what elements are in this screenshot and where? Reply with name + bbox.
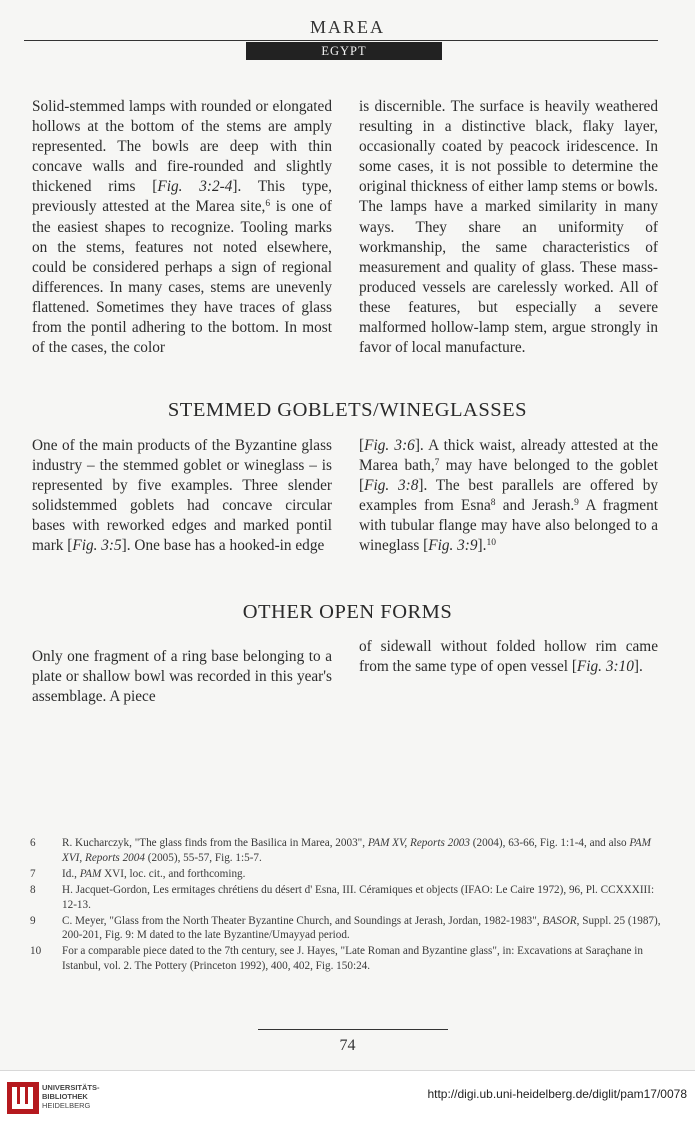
footnote: 8 H. Jacquet-Gordon, Les ermitages chrétiens du désert d' Esna, III. Céramiques et objects (IFAO: Le Caire 1972), 96, Pl. CCXXXIII: 12-13. [30,883,655,911]
footnote-number: 8 [30,883,36,896]
intro-left-paragraph: Solid-stemmed lamps with rounded or elongated hollows at the bottom of the stems are amply represented. The bowls are deep with thin concave walls and fire-rounded and slightly thickened rims [Fig. 3:2-4]. This type, previously attested at the Marea site,$^6$ is one of the easiest shapes to recognize. Tooling marks on the stems, features not noted elsewhere, could be considered perhaps a sign of regional differences. In many cases, stems are unevenly flattened. Sometimes they have traces of glass from the pontil adhering to the bottom. In most of the cases, the color [32,98,332,357]
goblets-right-paragraph: [Fig. 3:6]. A thick waist, already attested at the Marea bath,$^7$ may have belonged to the goblet [Fig. 3:8]. The best parallels are offered by examples from Esna$^8$ and Jerash.$^9$ A fragment with tubular flange may have also belonged to a wineglass [Fig. 3:9].$^{10}$ [359,437,658,555]
library-logo-icon [5,1080,41,1116]
figure-reference: Fig. 3:8 [364,477,419,495]
footnote: 7 Id., PAM XVI, loc. cit., and forthcoming. [30,867,246,880]
footnotes [30,836,662,975]
open-forms-left-column [32,647,332,707]
section-heading-goblets: STEMMED GOBLETS/WINEGLASSES [167,399,528,421]
footnote-marker: 7 [434,458,440,469]
footnote-marker: 6 [265,199,271,210]
footnote-marker: 10 [486,538,496,549]
figure-reference: Fig. 3:10 [576,658,634,676]
figure-reference: Fig. 3:9 [428,537,478,555]
library-logo-text: UNIVERSITÄTS- BIBLIOTHEK HEIDELBERG [42,1083,100,1110]
header-rule [24,40,658,41]
intro-right-column [359,97,658,358]
footnote: 6 R. Kucharczyk, "The glass finds from the Basilica in Marea, 2003", PAM XV, Reports 2003 (2004), 63-66, Fig. 1:1-4, and also PAM XVI, Reports 2004 (2005), 55-57, Fig. 1:5-7. [30,837,651,864]
goblets-left-paragraph: One of the main products of the Byzantine glass industry – the stemmed goblet or wineglass – is represented by five examples. Three slender solidstemmed goblets had concave circular bases with reworked edges and marked pontil mark [Fig. 3:5]. One base has a hooked-in edge [32,437,332,555]
footnote-number: 9 [30,914,36,927]
digitization-footer [0,1070,695,1127]
page-number: 74 [339,1037,356,1054]
open-forms-left-paragraph: Only one fragment of a ring base belonging to a plate or shallow bowl was recorded in this year's assemblage. A piece [32,648,332,706]
running-header-title: MAREA [309,17,385,37]
footnote: 9 C. Meyer, "Glass from the North Theater Byzantine Church, and Soundings at Jerash, Jordan, 1982-1983", BASOR, Suppl. 25 (1987), 200-201, Fig. 9: M dated to the late Byzantine/Umayyad period. [30,914,661,942]
goblets-right-column [359,436,658,557]
open-forms-right-paragraph: of sidewall without folded hollow rim came from the same type of open vessel [Fig. 3:10]. [359,638,658,676]
open-forms-right-column [359,637,658,677]
figure-reference: Fig. 3:5 [72,537,122,555]
page-number-rule [258,1029,448,1030]
footnote: 10 For a comparable piece dated to the 7th century, see J. Hayes, "Late Roman and Byzantine glass", in: Excavations at Saraçhane in Istanbul, vol. 2. The Pottery (Princeton 1992), 400, 402, Fig. 150:24. [30,945,643,973]
source-url-link[interactable]: http://digi.ub.uni-heidelberg.de/diglit/pam17/0078 [427,1087,687,1101]
footnote-number: 10 [30,945,42,958]
section-badge: EGYPT [246,42,442,60]
section-heading-open-forms: OTHER OPEN FORMS [242,601,453,623]
footnote-number: 6 [30,837,36,849]
footnote-marker: 9 [574,498,579,509]
goblets-left-column [32,436,332,557]
footnote-marker: 8 [490,498,496,509]
intro-right-paragraph: is discernible. The surface is heavily weathered resulting in a distinctive black, flaky layer, occasionally coated by peacock iridescence. In some cases, it is not possible to determine the original thickness of either lamp stems or bowls. The lamps have a marked similarity in many ways. They share an uniformity of workmanship, the same characteristics of measurement and quality of glass. These mass-produced vessels are carelessly worked. All of these features, but especially a severe malformed hollow-lamp stem, argue strongly in favor of local manufacture. [359,98,658,357]
footnote-number: 7 [30,867,36,880]
figure-reference: Fig. 3:6 [364,437,415,454]
intro-left-column [32,97,332,358]
figure-reference: Fig. 3:2-4 [157,178,233,196]
